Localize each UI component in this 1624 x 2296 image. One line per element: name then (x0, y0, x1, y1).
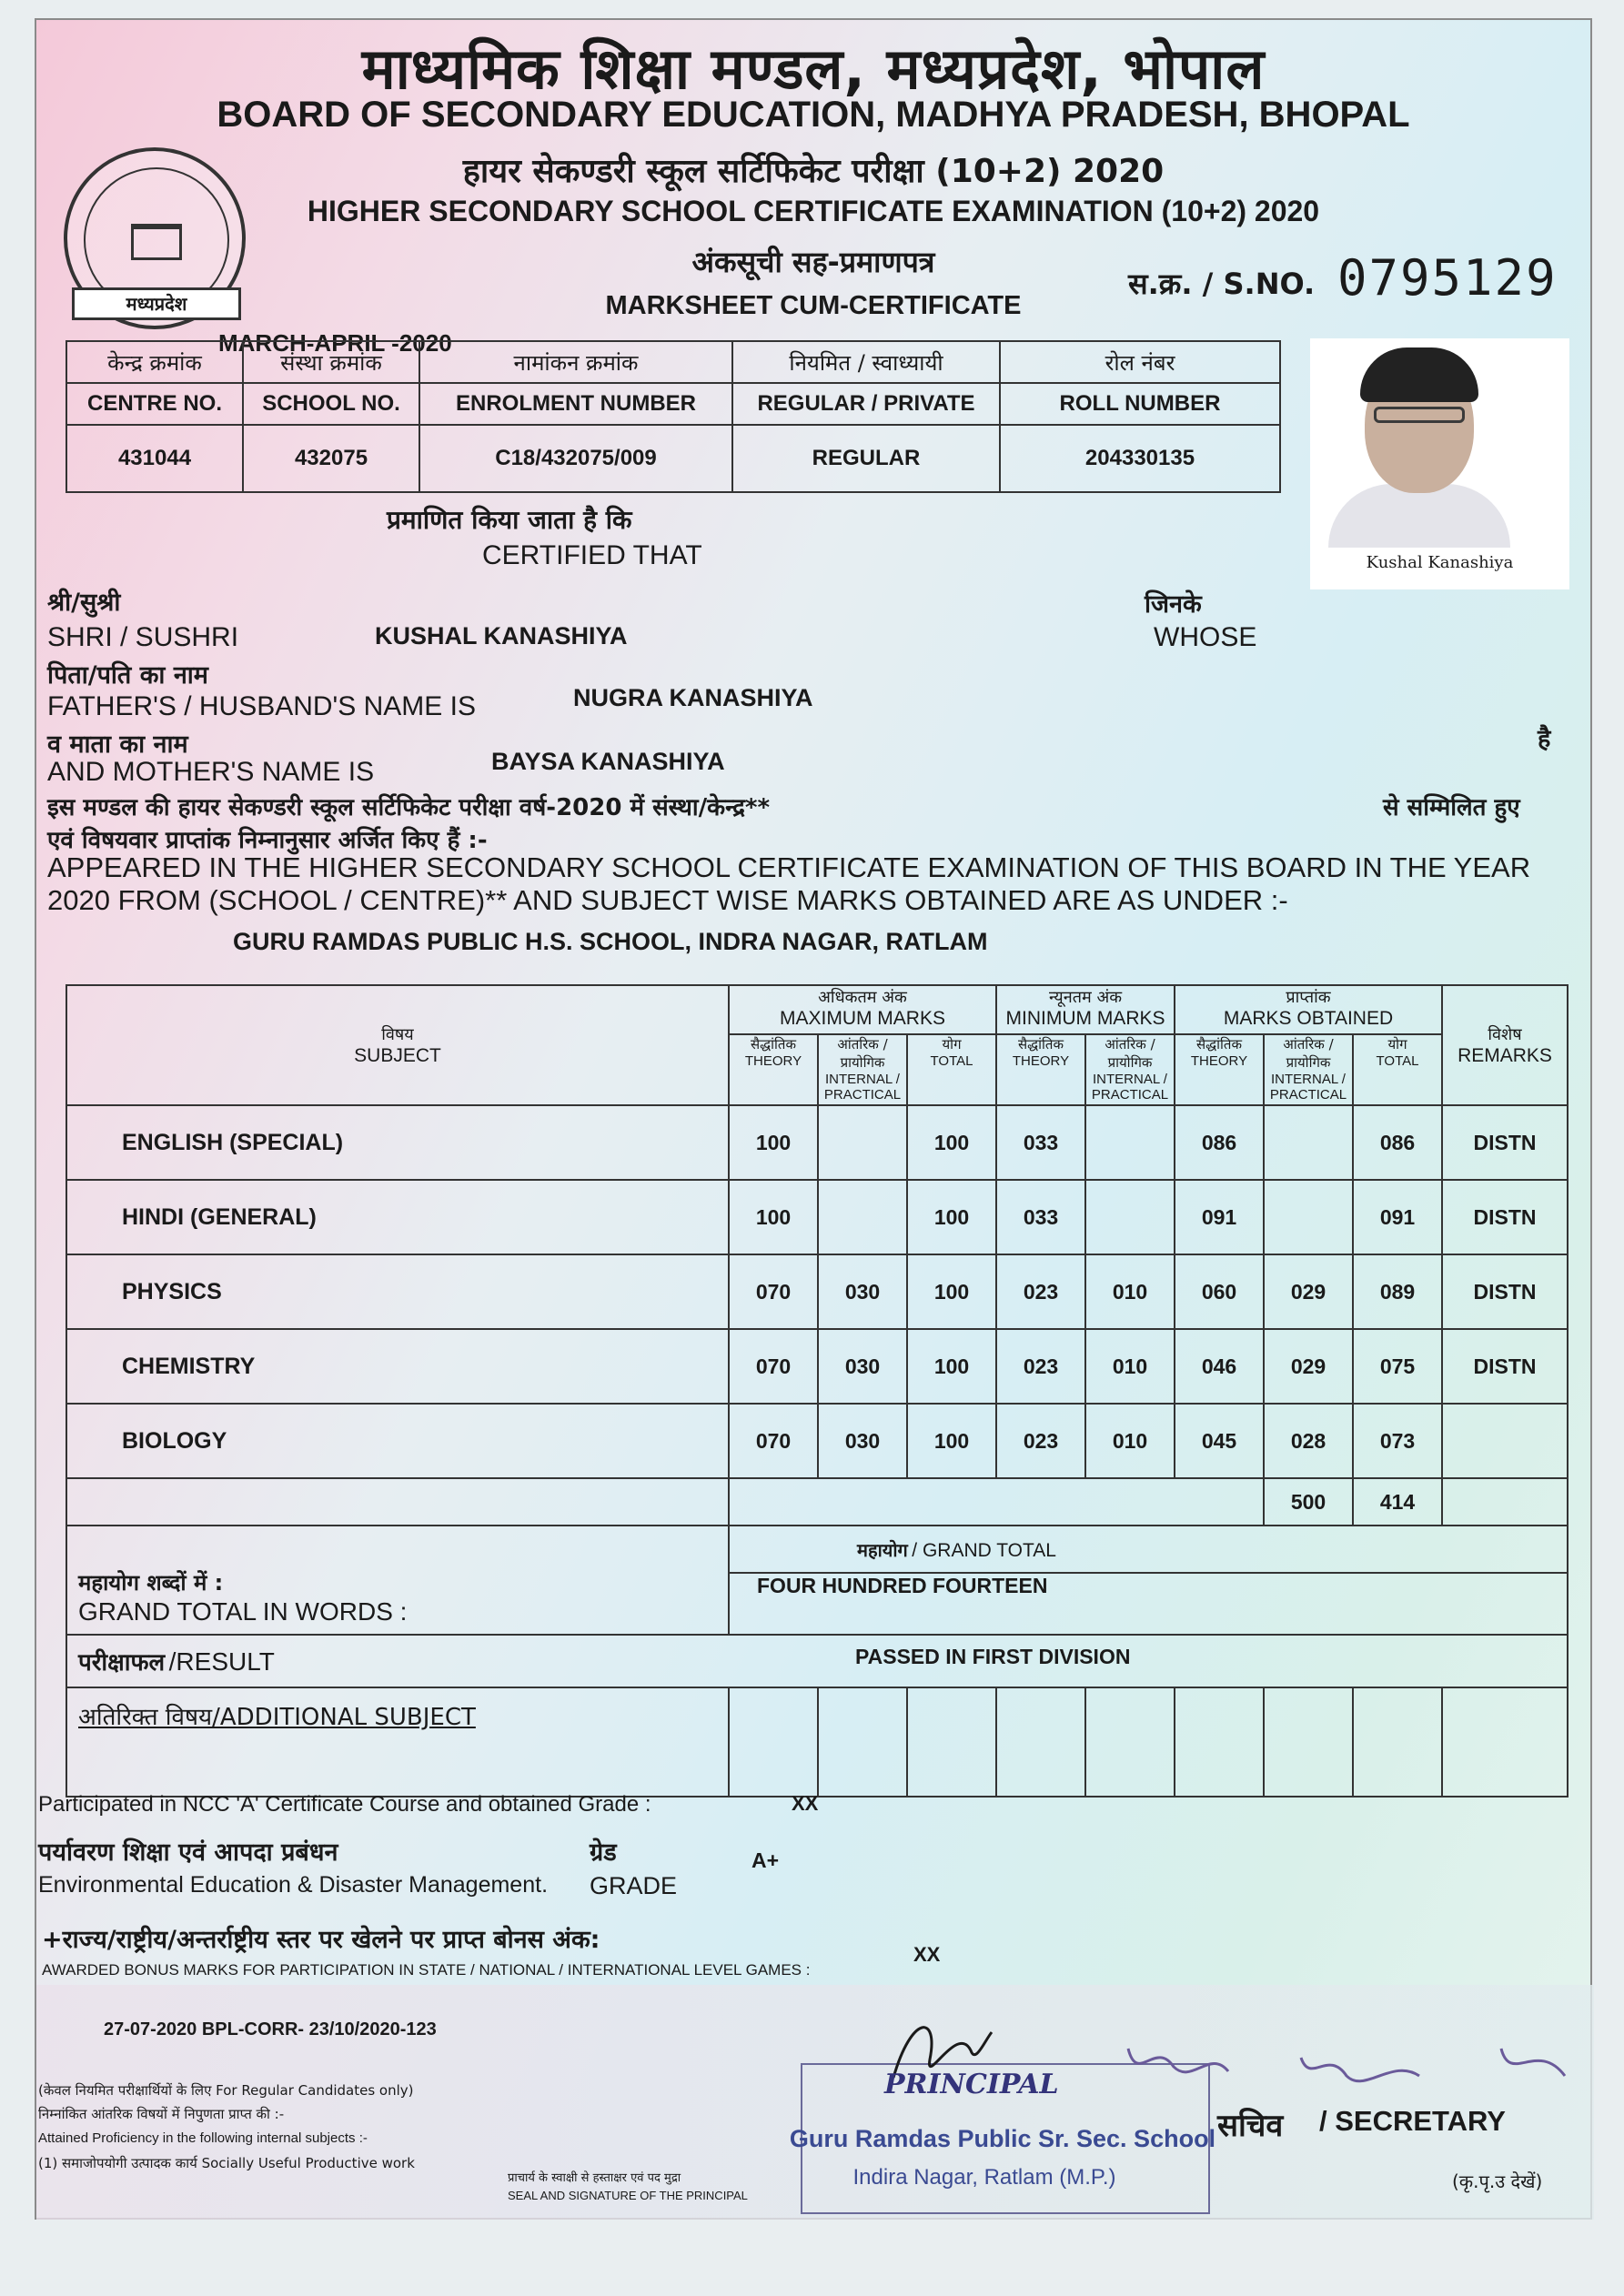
min-theory-value: 023 (996, 1254, 1085, 1329)
obt-theory-header: सैद्धांतिक THEORY (1175, 1034, 1264, 1105)
subject-name: BIOLOGY (66, 1404, 729, 1478)
serial-number: 0795129 (1337, 249, 1558, 307)
max-total-value: 100 (907, 1105, 996, 1180)
remarks-value: DISTN (1442, 1254, 1568, 1329)
remarks-value: DISTN (1442, 1105, 1568, 1180)
principal-seal-hindi: प्राचार्य के स्वाक्षी से हस्ताक्षर एवं पद मुद्रा (508, 2171, 681, 2185)
max-total-value: 100 (907, 1404, 996, 1478)
father-english: FATHER'S / HUSBAND'S NAME IS (47, 691, 476, 721)
appeared-english: APPEARED IN THE HIGHER SECONDARY SCHOOL CERTIFICATE EXAMINATION OF THIS BOARD IN THE YEAR 2020 FROM (SCHOOL / CENTRE)** AND SUBJECT WISE MARKS OBTAINED ARE AS UNDER :- (47, 851, 1531, 916)
subject-name: ENGLISH (SPECIAL) (66, 1105, 729, 1180)
exam-title-hindi: हायर सेकण्डरी स्कूल सर्टिफिकेट परीक्षा (10+2) 2020 (462, 153, 1165, 190)
school-no-header-hi: संस्था क्रमांक (243, 341, 419, 383)
max-grand-total: 500 (1264, 1478, 1353, 1526)
remarks-header (1442, 985, 1568, 1105)
obt-internal-value (1264, 1105, 1353, 1180)
min-theory-value: 023 (996, 1404, 1085, 1478)
roll-value: 204330135 (1000, 425, 1280, 492)
table-row (66, 1404, 1568, 1478)
max-internal-value (818, 1180, 907, 1254)
exam-session: MARCH-APRIL -2020 (218, 329, 452, 357)
appeared-hindi-1: इस मण्डल की हायर सेकण्डरी स्कूल सर्टिफिकेट परीक्षा वर्ष-2020 में संस्था/केन्द्र** (47, 794, 771, 821)
principal-seal-english: SEAL AND SIGNATURE OF THE PRINCIPAL (508, 2189, 748, 2202)
enrolment-header-hi: नामांकन क्रमांक (419, 341, 732, 383)
roll-header: ROLL NUMBER (1000, 383, 1280, 425)
hai-hindi: है (1538, 725, 1551, 753)
centre-no-value: 431044 (66, 425, 243, 492)
marks-table (66, 984, 1569, 1798)
bonus-hindi: +राज्य/राष्ट्रीय/अन्तर्राष्ट्रीय स्तर पर खेलने पर प्राप्त बोनस अंक: (42, 1926, 600, 1954)
board-seal-icon (64, 147, 246, 329)
enrolment-value: C18/432075/009 (419, 425, 732, 492)
max-theory-value: 070 (729, 1404, 818, 1478)
school-no-header: SCHOOL NO. (243, 383, 419, 425)
min-theory-value: 023 (996, 1329, 1085, 1404)
grade-hindi: ग्रेड (590, 1838, 617, 1867)
student-name: KUSHAL KANASHIYA (375, 622, 628, 650)
grand-total-label: महायोग / GRAND TOTAL (729, 1526, 1568, 1573)
father-hindi: पिता/पति का नाम (47, 661, 208, 690)
principal-label: PRINCIPAL (884, 2069, 1059, 2100)
student-photo (1310, 338, 1569, 589)
result-value: PASSED IN FIRST DIVISION (855, 1645, 1131, 1668)
school-stamp-line-1: Guru Ramdas Public Sr. Sec. School (789, 2125, 1216, 2152)
max-internal-value: 030 (818, 1254, 907, 1329)
max-total-header: योग TOTAL (907, 1034, 996, 1105)
obt-internal-value: 028 (1264, 1404, 1353, 1478)
remarks-header-hi: विशेष (1488, 1025, 1522, 1044)
candidate-info-table (66, 340, 1281, 493)
exam-title-english: HIGHER SECONDARY SCHOOL CERTIFICATE EXAMINATION (10+2) 2020 (307, 195, 1320, 227)
correction-date-line: 27-07-2020 BPL-CORR- 23/10/2020-123 (104, 2019, 437, 2039)
board-title-hindi: माध्यमिक शिक्षा मण्डल, मध्यप्रदेश, भोपाल (361, 35, 1266, 102)
max-theory-header: सैद्धांतिक THEORY (729, 1034, 818, 1105)
centre-no-header: CENTRE NO. (66, 383, 243, 425)
obt-total-value: 073 (1353, 1404, 1442, 1478)
min-header-en: MINIMUM MARKS (1005, 1008, 1165, 1029)
certified-english: CERTIFIED THAT (482, 540, 702, 570)
obt-internal-value: 029 (1264, 1254, 1353, 1329)
grand-total-words-value: FOUR HUNDRED FOURTEEN (729, 1573, 1568, 1635)
subject-header-en: SUBJECT (354, 1045, 441, 1066)
subject-header-hi: विषय (381, 1025, 414, 1044)
subject-name: HINDI (GENERAL) (66, 1180, 729, 1254)
max-total-value: 100 (907, 1329, 996, 1404)
table-row (66, 1254, 1568, 1329)
obt-total-value: 086 (1353, 1105, 1442, 1180)
max-header-en: MAXIMUM MARKS (779, 1008, 945, 1029)
max-total-value: 100 (907, 1254, 996, 1329)
secretary-signature-icon (1119, 2030, 1592, 2094)
max-internal-value: 030 (818, 1404, 907, 1478)
min-header-hi: न्यूनतम अंक (1048, 988, 1123, 1007)
shri-english: SHRI / SUSHRI (47, 622, 239, 652)
school-stamp-line-2: Indira Nagar, Ratlam (M.P.) (852, 2165, 1116, 2190)
school-no-value: 432075 (243, 425, 419, 492)
min-internal-header: आंतरिक / प्रायोगिक INTERNAL / PRACTICAL (1085, 1034, 1175, 1105)
table-row (66, 1329, 1568, 1404)
obt-total-header: योग TOTAL (1353, 1034, 1442, 1105)
footer-note-4: (1) समाजोपयोगी उत्पादक कार्य Socially Useful Productive work (38, 2155, 415, 2171)
obt-theory-value: 046 (1175, 1329, 1264, 1404)
certified-hindi: प्रमाणित किया जाता है कि (387, 505, 632, 535)
mother-english: AND MOTHER'S NAME IS (47, 757, 375, 787)
obt-header-hi: प्राप्तांक (1286, 988, 1331, 1007)
env-edu-hindi: पर्यावरण शिक्षा एवं आपदा प्रबंधन (38, 1838, 338, 1867)
table-row (66, 1105, 1568, 1180)
subject-name: PHYSICS (66, 1254, 729, 1329)
mother-hindi: व माता का नाम (47, 730, 188, 759)
appeared-hindi-right: से सम्मिलित हुए (1383, 794, 1520, 821)
subject-name: CHEMISTRY (66, 1329, 729, 1404)
min-internal-value (1085, 1105, 1175, 1180)
max-internal-header: आंतरिक / प्रायोगिक INTERNAL / PRACTICAL (818, 1034, 907, 1105)
obtained-grand-total: 414 (1353, 1478, 1442, 1526)
env-edu-english: Environmental Education & Disaster Management. (38, 1872, 549, 1898)
remarks-value: DISTN (1442, 1329, 1568, 1404)
result-row: परीक्षाफल /RESULT PASSED IN FIRST DIVISION (66, 1635, 1568, 1687)
seal-ribbon-text: मध्यप्रदेश (72, 287, 241, 320)
grade-english: GRADE (590, 1872, 678, 1899)
school-name: GURU RAMDAS PUBLIC H.S. SCHOOL, INDRA NAGAR, RATLAM (233, 928, 988, 955)
max-internal-value: 030 (818, 1329, 907, 1404)
max-theory-value: 100 (729, 1105, 818, 1180)
obt-theory-value: 045 (1175, 1404, 1264, 1478)
secretary-hindi: सचिव (1217, 2108, 1284, 2144)
max-total-value: 100 (907, 1180, 996, 1254)
regular-header: REGULAR / PRIVATE (732, 383, 1000, 425)
max-theory-value: 070 (729, 1254, 818, 1329)
obt-theory-value: 091 (1175, 1180, 1264, 1254)
obt-total-value: 075 (1353, 1329, 1442, 1404)
bonus-english: AWARDED BONUS MARKS FOR PARTICIPATION IN STATE / NATIONAL / INTERNATIONAL LEVEL GAMES : (42, 1961, 811, 1979)
roll-header-hi: रोल नंबर (1000, 341, 1280, 383)
max-marks-header (729, 985, 996, 1034)
obt-theory-value: 060 (1175, 1254, 1264, 1329)
ncc-value: XX (792, 1792, 819, 1815)
regular-header-hi: नियमित / स्वाध्यायी (732, 341, 1000, 383)
appeared-hindi-2: एवं विषयवार प्राप्तांक निम्नानुसार अर्जित किए हैं :- (47, 827, 488, 854)
shri-hindi: श्री/सुश्री (47, 589, 121, 617)
grade-value: A+ (751, 1848, 780, 1872)
whose-hindi: जिनके (1145, 590, 1202, 619)
obt-header-en: MARKS OBTAINED (1223, 1008, 1394, 1029)
remarks-value: DISTN (1442, 1180, 1568, 1254)
min-internal-value: 010 (1085, 1404, 1175, 1478)
remarks-header-en: REMARKS (1458, 1045, 1552, 1066)
max-theory-value: 100 (729, 1180, 818, 1254)
serial-number-label: स.क्र. / S.NO. (1128, 267, 1316, 301)
marksheet (35, 18, 1592, 2220)
min-internal-value: 010 (1085, 1329, 1175, 1404)
footer-note-1: (केवल नियमित परीक्षार्थियों के लिए For Regular Candidates only) (38, 2082, 414, 2099)
photo-caption: Kushal Kanashiya (1366, 553, 1514, 572)
please-turn-over: (कृ.पृ.उ देखें) (1452, 2170, 1543, 2192)
father-name: NUGRA KANASHIYA (573, 684, 813, 711)
obt-total-value: 089 (1353, 1254, 1442, 1329)
min-marks-header (996, 985, 1175, 1034)
min-internal-value (1085, 1180, 1175, 1254)
table-row (66, 1180, 1568, 1254)
footer-note-3: Attained Proficiency in the following internal subjects :- (38, 2130, 368, 2146)
grand-total-words-label: महायोग शब्दों में : GRAND TOTAL IN WORDS : (66, 1526, 729, 1635)
bonus-value: XX (913, 1943, 941, 1966)
mother-name: BAYSA KANASHIYA (491, 748, 725, 775)
secretary-english: / SECRETARY (1319, 2105, 1506, 2137)
max-internal-value (818, 1105, 907, 1180)
max-theory-value: 070 (729, 1329, 818, 1404)
board-title-english: BOARD OF SECONDARY EDUCATION, MADHYA PRADESH, BHOPAL (217, 95, 1410, 135)
remarks-value (1442, 1404, 1568, 1478)
obt-theory-value: 086 (1175, 1105, 1264, 1180)
regular-value: REGULAR (732, 425, 1000, 492)
whose-english: WHOSE (1154, 622, 1257, 652)
min-theory-header: सैद्धांतिक THEORY (996, 1034, 1085, 1105)
ncc-label: Participated in NCC 'A' Certificate Course and obtained Grade : (38, 1792, 651, 1817)
footer-note-2: निम्नांकित आंतरिक विषयों में निपुणता प्राप्त की :- (38, 2106, 285, 2122)
obt-internal-value: 029 (1264, 1329, 1353, 1404)
centre-no-header-hi: केन्द्र क्रमांक (66, 341, 243, 383)
min-theory-value: 033 (996, 1105, 1085, 1180)
obt-internal-header: आंतरिक / प्रायोगिक INTERNAL / PRACTICAL (1264, 1034, 1353, 1105)
subject-header (66, 985, 729, 1105)
marksheet-title-english: MARKSHEET CUM-CERTIFICATE (605, 291, 1022, 320)
additional-subject-label: अतिरिक्त विषय/ADDITIONAL SUBJECT (66, 1687, 729, 1797)
enrolment-header: ENROLMENT NUMBER (419, 383, 732, 425)
marksheet-title-hindi: अंकसूची सह-प्रमाणपत्र (691, 245, 935, 279)
obtained-marks-header (1175, 985, 1442, 1034)
min-internal-value: 010 (1085, 1254, 1175, 1329)
max-header-hi: अधिकतम अंक (818, 988, 907, 1007)
min-theory-value: 033 (996, 1180, 1085, 1254)
obt-internal-value (1264, 1180, 1353, 1254)
obt-total-value: 091 (1353, 1180, 1442, 1254)
